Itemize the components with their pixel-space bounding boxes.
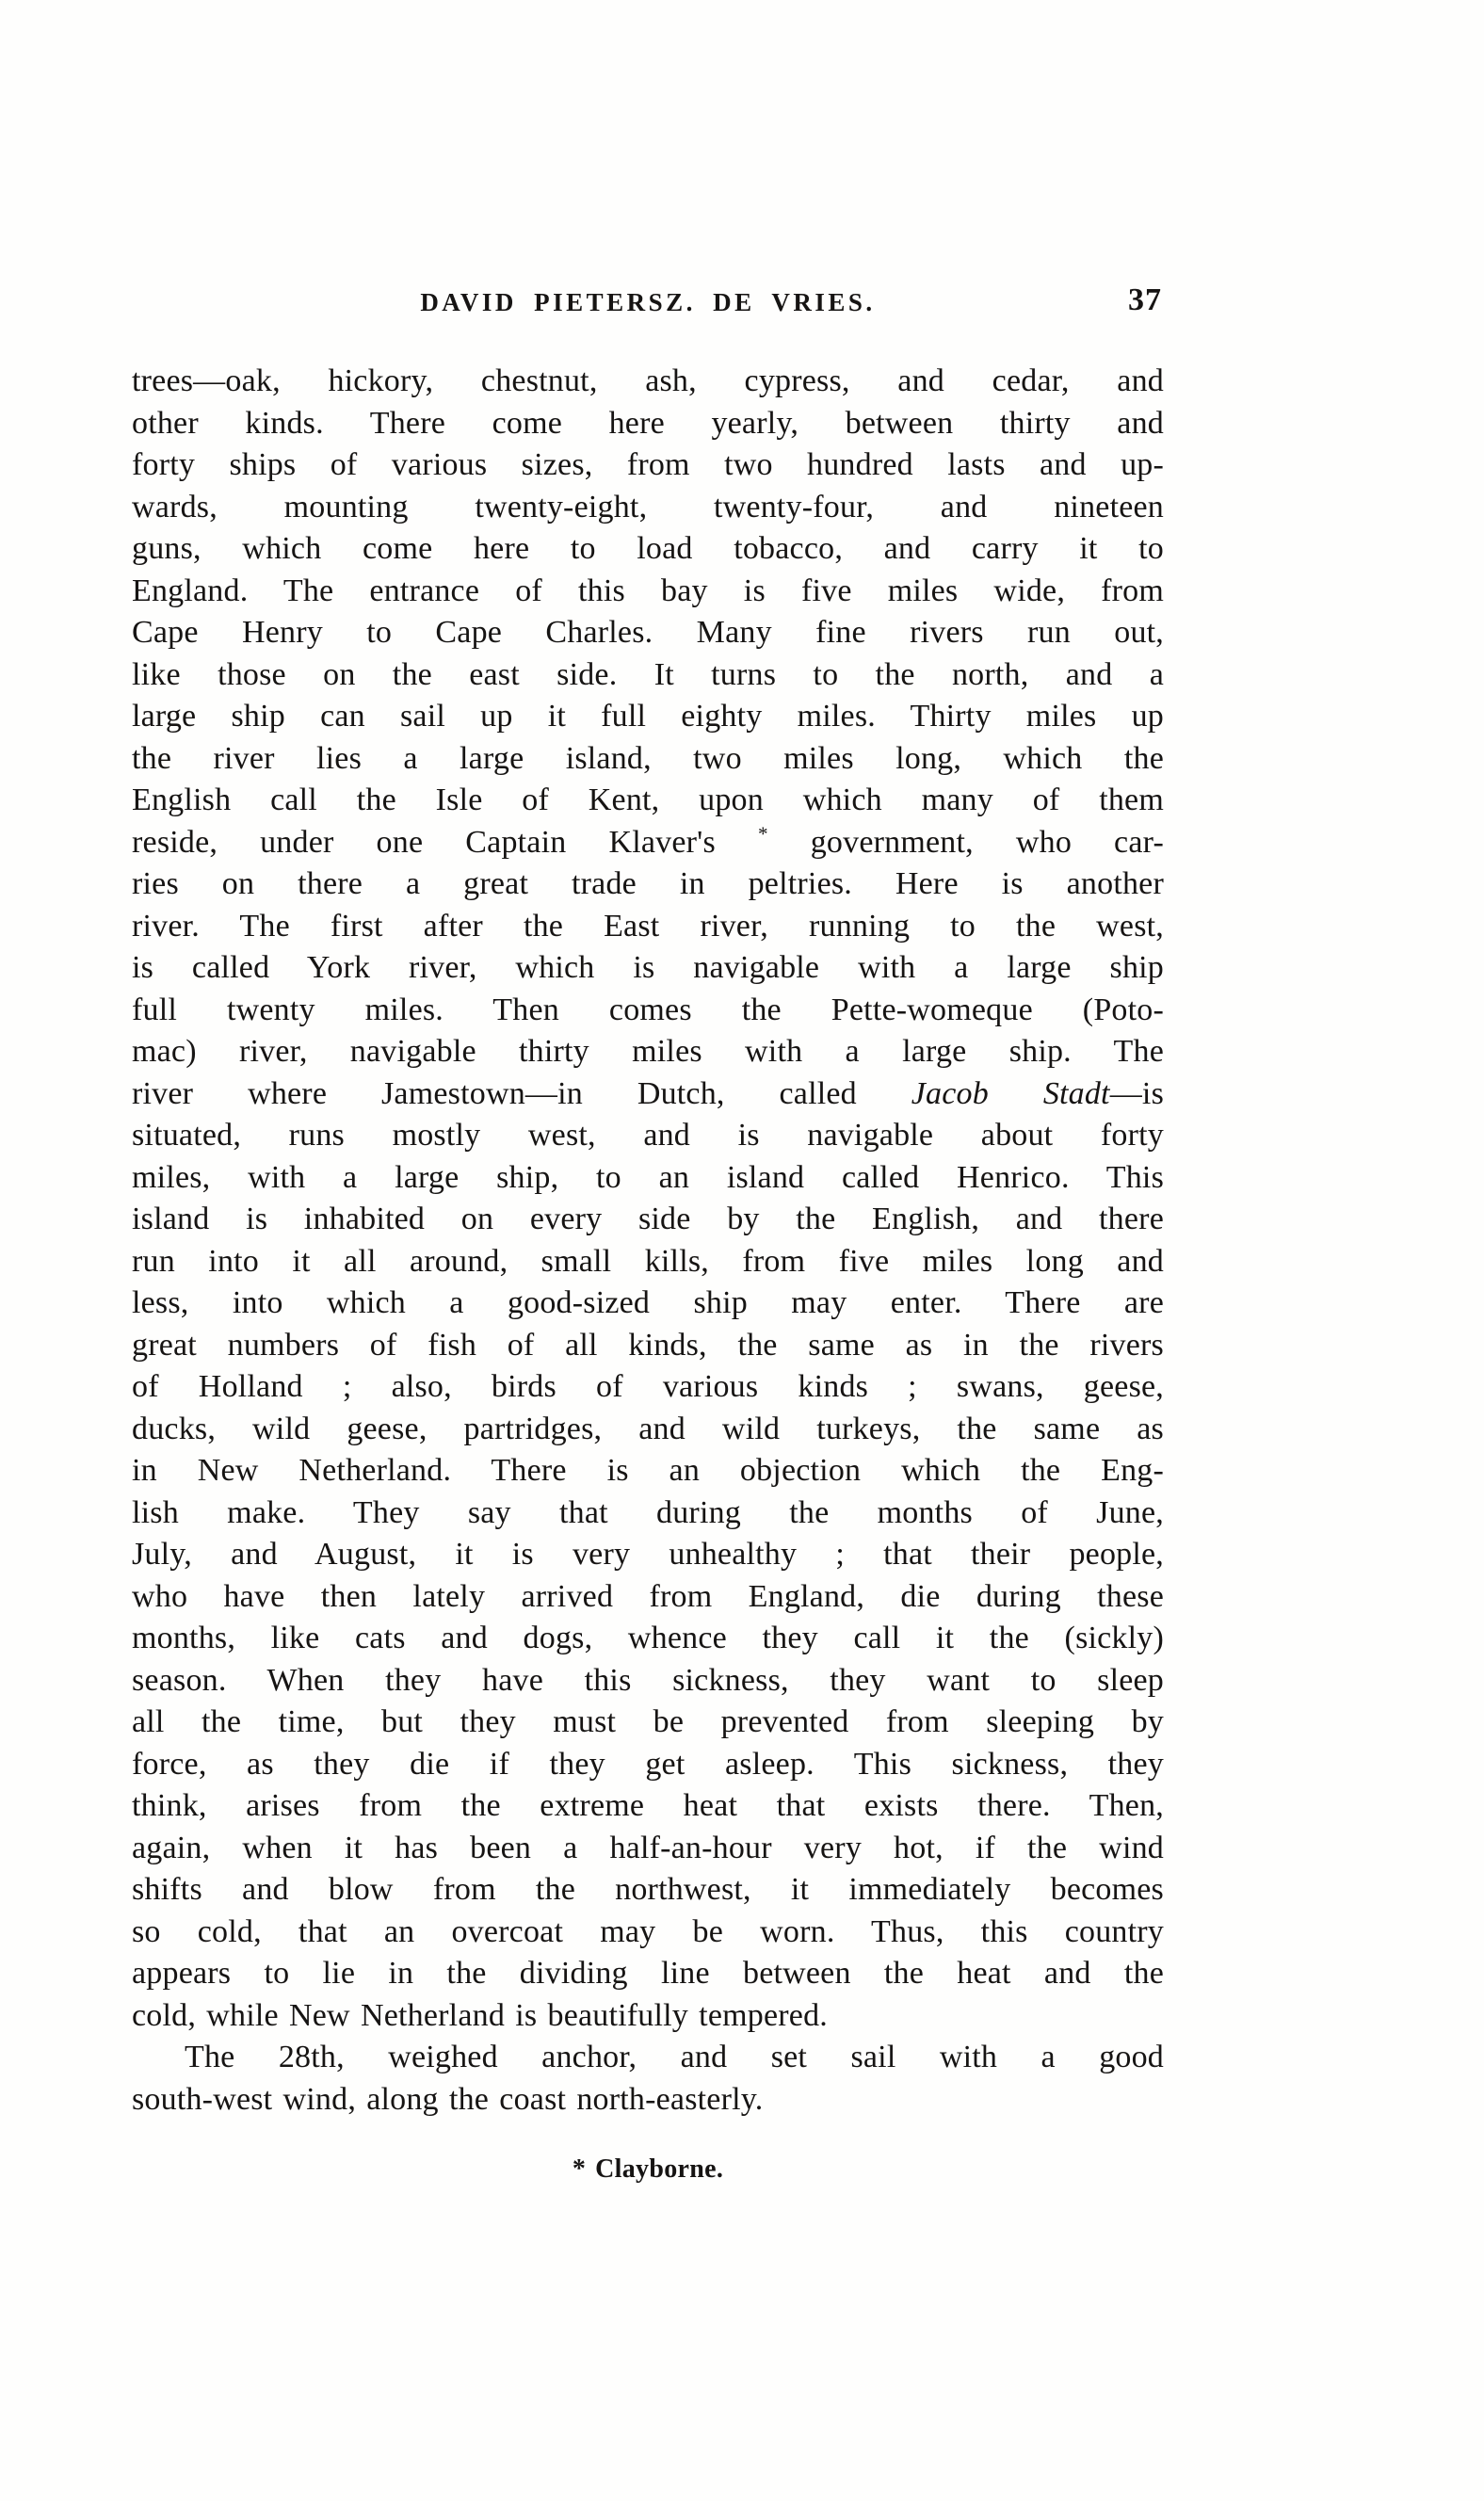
- text-line: lish make. They say that during the months of June,: [132, 1494, 1164, 1530]
- text-line: England. The entrance of this bay is five miles wide, from: [132, 573, 1164, 608]
- text-line: so cold, that an overcoat may be worn. Thus, this country: [132, 1913, 1164, 1949]
- text-line: cold, while New Netherland is beautifully tempered.: [132, 1997, 828, 2033]
- text-line: river where Jamestown—in Dutch, called Jacob Stadt—is: [132, 1075, 1164, 1111]
- text-line: guns, which come here to load tobacco, and carry it to: [132, 531, 1164, 566]
- text-line: is called York river, which is navigable with a large ship: [132, 950, 1164, 985]
- text-line: run into it all around, small kills, from five miles long and: [132, 1243, 1164, 1279]
- text-line: river. The first after the East river, running to the west,: [132, 908, 1164, 944]
- text-line: great numbers of fish of all kinds, the same as in the rivers: [132, 1327, 1164, 1363]
- text-line: miles, with a large ship, to an island called Henrico. This: [132, 1159, 1164, 1195]
- footnote-marker: *: [572, 2154, 587, 2184]
- text-line: the river lies a large island, two miles long, which the: [132, 740, 1164, 776]
- running-header: [132, 282, 1164, 324]
- text-line: force, as they die if they get asleep. This sickness, they: [132, 1746, 1164, 1782]
- text-line: reside, under one Captain Klaver's * government, who car-: [132, 822, 1164, 860]
- text-line: English call the Isle of Kent, upon which many of them: [132, 783, 1164, 817]
- text-line: wards, mounting twenty-eight, twenty-four, and nineteen: [132, 489, 1164, 524]
- text-line: full twenty miles. Then comes the Pette-womeque (Poto-: [132, 992, 1164, 1027]
- running-title: DAVID PIETERSZ. DE VRIES.: [420, 288, 876, 316]
- text-line: season. When they have this sickness, they want to sleep: [132, 1662, 1164, 1698]
- text-line: ries on there a great trade in peltries. Here is another: [132, 866, 1164, 901]
- footnote: [132, 2154, 1164, 2185]
- text-line: who have then lately arrived from England, die during these: [132, 1578, 1164, 1614]
- text-line: like those on the east side. It turns to the north, and a: [132, 656, 1164, 692]
- footnote-text: Clayborne.: [595, 2154, 724, 2184]
- text-line: island is inhabited on every side by the English, and there: [132, 1202, 1164, 1236]
- text-line: The 28th, weighed anchor, and set sail with a good: [185, 2040, 1164, 2074]
- text-line: in New Netherland. There is an objection which the Eng-: [132, 1453, 1164, 1488]
- text-line: Cape Henry to Cape Charles. Many fine rivers run out,: [132, 615, 1164, 650]
- text-line: ducks, wild geese, partridges, and wild turkeys, the same as: [132, 1411, 1164, 1446]
- text-line: less, into which a good-sized ship may enter. There are: [132, 1285, 1164, 1320]
- body-text: [132, 361, 1164, 2121]
- text-line: appears to lie in the dividing line between the heat and the: [132, 1956, 1164, 1991]
- text-line: July, and August, it is very unhealthy ; that their people,: [132, 1537, 1164, 1572]
- text-line: other kinds. There come here yearly, between thirty and: [132, 405, 1164, 441]
- text-line: shifts and blow from the northwest, it immediately becomes: [132, 1872, 1164, 1907]
- text-line: of Holland ; also, birds of various kinds ; swans, geese,: [132, 1369, 1164, 1404]
- text-line: again, when it has been a half-an-hour very hot, if the wind: [132, 1830, 1164, 1865]
- text-line: large ship can sail up it full eighty miles. Thirty miles up: [132, 699, 1164, 734]
- text-line: situated, runs mostly west, and is navigable about forty: [132, 1118, 1164, 1153]
- text-line: forty ships of various sizes, from two hundred lasts and up-: [132, 447, 1164, 482]
- text-line: mac) river, navigable thirty miles with a large ship. The: [132, 1034, 1164, 1069]
- text-line: months, like cats and dogs, whence they call it the (sickly): [132, 1621, 1164, 1655]
- page-number: 37: [1128, 282, 1162, 317]
- text-line: trees—oak, hickory, chestnut, ash, cypress, and cedar, and: [132, 363, 1164, 398]
- text-line: south-west wind, along the coast north-easterly.: [132, 2081, 764, 2117]
- text-line: think, arises from the extreme heat that exists there. Then,: [132, 1788, 1164, 1823]
- text-line: all the time, but they must be prevented from sleeping by: [132, 1704, 1164, 1739]
